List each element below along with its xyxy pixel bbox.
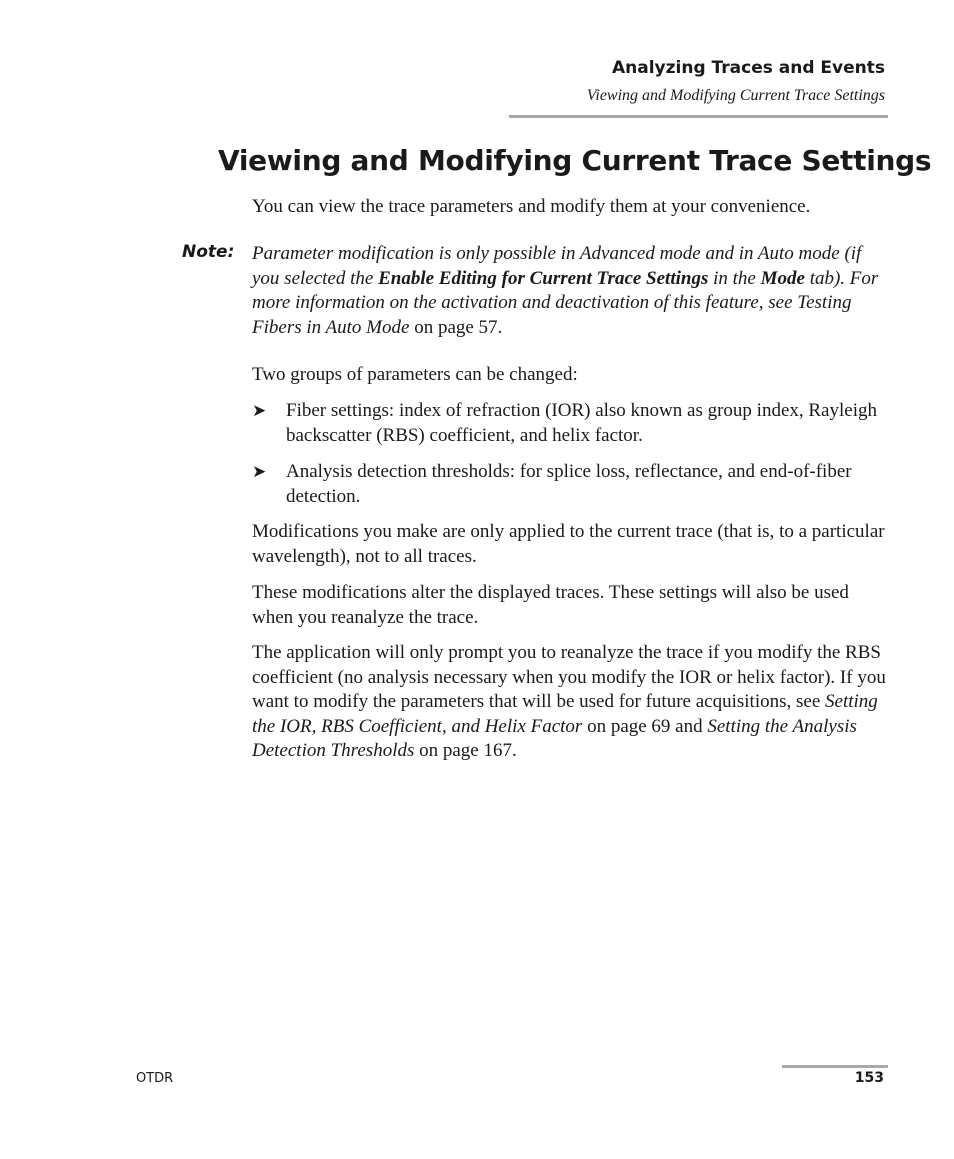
bullet-arrow-icon: ➤ — [252, 401, 267, 421]
note-text-3: tab). For more information on the activation and deactivation of this feature, see Testing Fibers in Auto Mode — [252, 267, 879, 338]
intro-paragraph: You can view the trace parameters and modify them at your convenience. — [252, 196, 811, 217]
note-page-ref: on page 57. — [409, 316, 503, 338]
prompt-text-3: on page 167. — [414, 740, 517, 761]
ior-settings-link[interactable]: Setting the IOR, RBS Coefficient, and Helix Factor — [252, 691, 878, 737]
footer-rule — [782, 1065, 888, 1068]
note-tab-name: Mode — [760, 267, 805, 289]
bullet-fiber-settings: Fiber settings: index of refraction (IOR) also known as group index, Rayleigh backscatter (RBS) coefficient, and helix factor. — [286, 400, 877, 446]
note-label: Note: — [182, 242, 235, 262]
page-heading: Viewing and Modifying Current Trace Settings — [218, 144, 932, 177]
modifications-paragraph: Modifications you make are only applied to the current trace (that is, to a particular wavelength), not to all traces. — [252, 521, 885, 567]
groups-intro: Two groups of parameters can be changed: — [252, 364, 578, 385]
bullet-arrow-icon: ➤ — [252, 462, 267, 482]
alter-paragraph: These modifications alter the displayed traces. These settings will also be used when you reanalyze the trace. — [252, 582, 849, 628]
thresholds-settings-link[interactable]: Setting the Analysis Detection Thresholds — [252, 715, 857, 761]
chapter-title: Analyzing Traces and Events — [611, 58, 885, 78]
prompt-text-2: on page 69 and — [582, 715, 708, 737]
note-body — [252, 242, 892, 340]
note-text-2: in the — [708, 267, 761, 289]
prompt-text-1: The application will only prompt you to reanalyze the trace if you modify the RBS coefficient (no analysis necessary when you modify the IOR or helix factor). If you want to modify the parameters that will be used for future acquisitions, see — [252, 642, 886, 712]
section-subtitle: Viewing and Modifying Current Trace Settings — [586, 87, 885, 104]
prompt-paragraph — [252, 641, 892, 764]
bullet-detection-thresholds: Analysis detection thresholds: for splice loss, reflectance, and end-of-fiber detection. — [286, 461, 852, 507]
header-rule — [509, 115, 888, 118]
note-setting-name: Enable Editing for Current Trace Settings — [378, 267, 709, 289]
page-number: 153 — [854, 1070, 884, 1086]
note-text-1: Parameter modification is only possible in Advanced mode and in Auto mode (if you selected the — [252, 243, 862, 289]
footer-product: OTDR — [136, 1071, 174, 1086]
